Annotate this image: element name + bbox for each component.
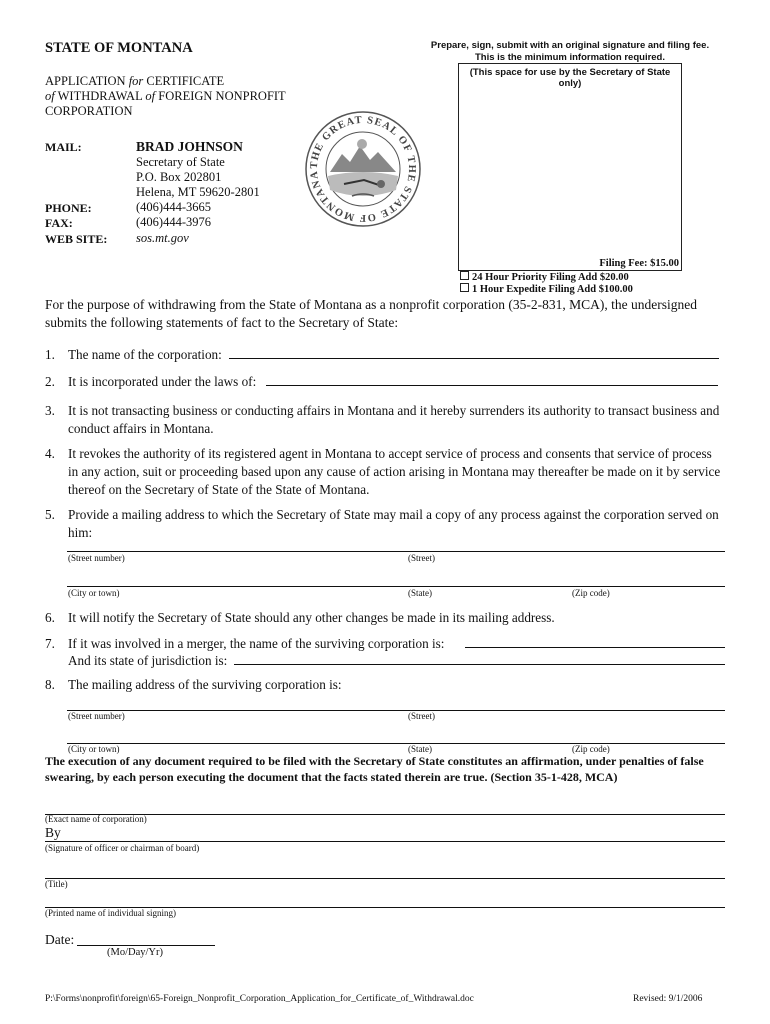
- state-label: (State): [408, 744, 432, 754]
- filing-fee: Filing Fee: $15.00: [599, 258, 679, 269]
- seal-text: THE GREAT SEAL OF THE STATE OF MONTANA: [308, 114, 418, 224]
- phone-number: (406)444-3665: [136, 200, 211, 214]
- signature-label: (Signature of officer or chairman of board): [45, 843, 200, 853]
- affirmation-statement: The execution of any document required to be filed with the Secretary of State constitutes an affirmation, under penalties of false swearing, by each person executing the document that the facts stated therein are true. (Section 35-1-428, MCA): [45, 754, 704, 784]
- zip-label: (Zip code): [572, 588, 610, 598]
- file-path: P:\Forms\nonprofit\foreign\65-Foreign_Nonprofit_Corporation_Application_for_Certificate_of_Withdrawal.doc: [45, 994, 474, 1004]
- item-mailing-address: Provide a mailing address to which the Secretary of State may mail a copy of any process against the corporation served on him:: [68, 507, 719, 540]
- date-field[interactable]: [77, 930, 215, 946]
- item-number: 1.: [45, 347, 55, 362]
- street-label: (Street): [408, 553, 435, 563]
- fax-label: FAX:: [45, 216, 73, 230]
- item-notify-changes: It will notify the Secretary of State should any other changes be made in its mailing address.: [68, 610, 555, 625]
- date-label: Date:: [45, 932, 75, 947]
- street-number-label: (Street number): [68, 711, 125, 721]
- surviving-city-field[interactable]: [67, 729, 725, 744]
- title-field[interactable]: [45, 864, 725, 879]
- submission-instructions: Prepare, sign, submit with an original signature and filing fee. This is the minimum information required.: [430, 40, 710, 63]
- street-number-label: (Street number): [68, 553, 125, 563]
- form-state-title: STATE OF MONTANA: [45, 40, 193, 56]
- item-number: 8.: [45, 677, 55, 692]
- expedite-checkbox[interactable]: [460, 283, 469, 292]
- state-seal-icon: [304, 110, 422, 228]
- printed-name-field[interactable]: [45, 893, 725, 908]
- mail-label: MAIL:: [45, 140, 82, 154]
- item-revokes-agent: It revokes the authority of its registered agent in Montana to accept service of process and consents that service of process in any action, suit or proceeding based upon any cause of action arising in Montana may thereafter be made on it by service thereof on the Secretary of State of the State of Montana.: [68, 446, 721, 497]
- surviving-corporation-field[interactable]: [465, 631, 725, 648]
- surviving-street-field[interactable]: [67, 696, 725, 711]
- secretary-use-heading: (This space for use by the Secretary of State only): [469, 67, 671, 89]
- fax-number: (406)444-3976: [136, 215, 211, 229]
- priority-checkbox[interactable]: [460, 271, 469, 280]
- incorporation-laws-field[interactable]: [266, 369, 718, 386]
- item-surviving-address: The mailing address of the surviving corporation is:: [68, 677, 342, 692]
- exact-name-label: (Exact name of corporation): [45, 814, 147, 824]
- title-label: (Title): [45, 879, 68, 889]
- phone-label: PHONE:: [45, 201, 92, 215]
- mailing-street-field[interactable]: [67, 537, 725, 552]
- item-not-transacting: It is not transacting business or conducting affairs in Montana and it hereby surrenders its authority to transact business and conduct affairs in Montana.: [68, 403, 720, 436]
- exact-name-field[interactable]: [45, 800, 725, 815]
- website-label: WEB SITE:: [45, 232, 108, 246]
- item-number: 4.: [45, 446, 55, 461]
- city-label: (City or town): [68, 744, 120, 754]
- intro-paragraph: For the purpose of withdrawing from the State of Montana as a nonprofit corporation (35-2-831, MCA), the undersigned submits the following statements of fact to the Secretary of State:: [45, 297, 697, 330]
- item-number: 6.: [45, 610, 55, 625]
- item-number: 2.: [45, 374, 55, 389]
- website-link[interactable]: sos.mt.gov: [136, 231, 189, 245]
- date-format-label: (Mo/Day/Yr): [107, 947, 163, 958]
- by-label: By: [45, 825, 61, 840]
- item-number: 5.: [45, 507, 55, 522]
- zip-label: (Zip code): [572, 744, 610, 754]
- expedite-filing-option[interactable]: 1 Hour Expedite Filing Add $100.00: [460, 283, 633, 295]
- mailing-city-field[interactable]: [67, 572, 725, 587]
- item-number: 7.: [45, 636, 55, 651]
- po-box: P.O. Box 202801: [136, 170, 222, 184]
- printed-name-label: (Printed name of individual signing): [45, 908, 176, 918]
- item-number: 3.: [45, 403, 55, 418]
- item-incorporation-laws: It is incorporated under the laws of:: [68, 374, 257, 389]
- item-corporation-name: The name of the corporation:: [68, 347, 222, 362]
- item-jurisdiction: And its state of jurisdiction is:: [68, 653, 228, 668]
- jurisdiction-field[interactable]: [234, 648, 725, 665]
- priority-filing-option[interactable]: 24 Hour Priority Filing Add $20.00: [460, 271, 629, 283]
- state-label: (State): [408, 588, 432, 598]
- secretary-name: BRAD JOHNSON: [136, 139, 243, 154]
- secretary-use-box: [458, 63, 682, 271]
- street-label: (Street): [408, 711, 435, 721]
- secretary-office: Secretary of State: [136, 155, 225, 169]
- signature-field[interactable]: [45, 827, 725, 842]
- item-merger: If it was involved in a merger, the name of the surviving corporation is:: [68, 636, 445, 651]
- application-title: APPLICATION for CERTIFICATE of WITHDRAWAL of FOREIGN NONPROFIT CORPORATION: [45, 74, 286, 118]
- city-address: Helena, MT 59620-2801: [136, 185, 260, 199]
- city-label: (City or town): [68, 588, 120, 598]
- revised-date: Revised: 9/1/2006: [633, 994, 703, 1004]
- corporation-name-field[interactable]: [229, 342, 719, 359]
